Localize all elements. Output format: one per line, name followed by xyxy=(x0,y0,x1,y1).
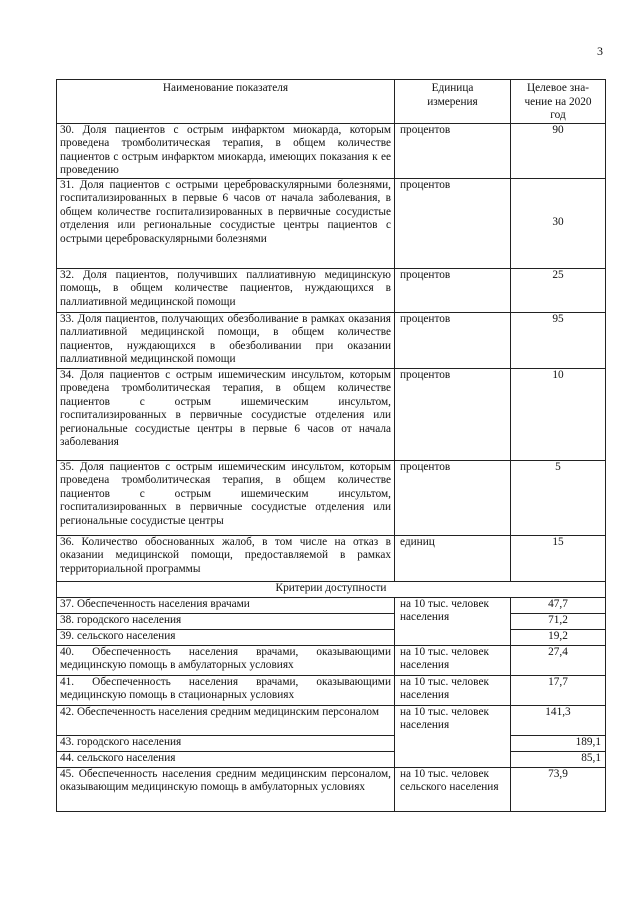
row-unit: на 10 тыс. человек населения xyxy=(395,705,511,767)
row-name: 33. Доля пациентов, получающих обезболивание в рамках оказания паллиативной медицинской помощи, в общем количестве пациентов, нуждающихся в обезболивании при оказании паллиативной медицинской помощи xyxy=(57,312,395,368)
table-row xyxy=(57,675,606,705)
row-value: 25 xyxy=(511,268,606,312)
table-row xyxy=(57,312,606,368)
row-name: 38. городского населения xyxy=(57,613,395,629)
row-unit: процентов xyxy=(395,312,511,368)
row-unit: процентов xyxy=(395,123,511,178)
row-name: 32. Доля пациентов, получивших паллиативную медицинскую помощь, в общем количестве пациентов, нуждающихся в паллиативной медицинской помощи xyxy=(57,268,395,312)
row-value: 10 xyxy=(511,368,606,460)
row-value: 189,1 xyxy=(511,735,606,751)
table-row xyxy=(57,268,606,312)
table-row xyxy=(57,535,606,581)
table-row xyxy=(57,705,606,735)
row-name: 41. Обеспеченность населения врачами, оказывающими медицинскую помощь в стационарных условиях xyxy=(57,675,395,705)
row-name: 40. Обеспеченность населения врачами, оказывающими медицинскую помощь в амбулаторных условиях xyxy=(57,645,395,675)
row-unit: на 10 тыс. человек населения xyxy=(395,675,511,705)
row-value: 19,2 xyxy=(511,629,606,645)
row-value: 90 xyxy=(511,123,606,178)
table-row xyxy=(57,629,606,645)
table-row xyxy=(57,178,606,268)
row-value: 141,3 xyxy=(511,705,606,735)
table-row xyxy=(57,751,606,767)
table-row xyxy=(57,645,606,675)
table-row xyxy=(57,368,606,460)
header-name: Наименование показателя xyxy=(57,80,395,124)
row-unit: на 10 тыс. человек населения xyxy=(395,645,511,675)
row-name: 42. Обеспеченность населения средним медицинским персоналом xyxy=(57,705,395,735)
row-value: 47,7 xyxy=(511,597,606,613)
row-value: 15 xyxy=(511,535,606,581)
row-name: 31. Доля пациентов с острыми цереброваскулярными болезнями, госпитализированных в первые 6 часов от начала заболевания, в общем количестве госпитализированных в первичные сосудистые отделения или региональные сосудистые центры пациентов с острыми цереброваскулярными болезнями xyxy=(57,178,395,268)
section-title: Критерии доступности xyxy=(57,581,606,597)
row-name: 44. сельского населения xyxy=(57,751,395,767)
row-name: 45. Обеспеченность населения средним медицинским персоналом, оказывающим медицинскую помощь в амбулаторных условиях xyxy=(57,767,395,811)
row-unit: процентов xyxy=(395,178,511,268)
row-unit: на 10 тыс. человек сельского населения xyxy=(395,767,511,811)
header-target: Целевое зна- чение на 2020 год xyxy=(511,80,606,124)
row-name: 36. Количество обоснованных жалоб, в том числе на отказ в оказании медицинской помощи, предоставляемой в рамках территориальной программы xyxy=(57,535,395,581)
row-value: 30 xyxy=(511,178,606,268)
table-row xyxy=(57,735,606,751)
row-name: 43. городского населения xyxy=(57,735,395,751)
row-name: 37. Обеспеченность населения врачами xyxy=(57,597,395,613)
row-value: 95 xyxy=(511,312,606,368)
row-value: 85,1 xyxy=(511,751,606,767)
row-unit: процентов xyxy=(395,460,511,535)
row-name: 34. Доля пациентов с острым ишемическим инсультом, которым проведена тромболитическая терапия, в общем количестве пациентов с острым ишемическим инсультом, госпитализированных в первичные сосудистые отделения или региональные сосудистые центры в первые 6 часов от начала заболевания xyxy=(57,368,395,460)
row-name: 30. Доля пациентов с острым инфарктом миокарда, которым проведена тромболитическая терапия, в общем количестве пациентов с острым инфарктом миокарда, имеющих показания к ее проведению xyxy=(57,123,395,178)
row-value: 5 xyxy=(511,460,606,535)
table-row xyxy=(57,767,606,811)
table-row xyxy=(57,597,606,613)
header-unit: Единица измерения xyxy=(395,80,511,124)
table-row xyxy=(57,123,606,178)
table-row xyxy=(57,613,606,629)
section-row xyxy=(57,581,606,597)
row-name: 35. Доля пациентов с острым ишемическим инсультом, которым проведена тромболитическая терапия, в общем количестве пациентов с острым ишемическим инсультом, госпитализированных в первичные сосудистые отделения или региональные сосудистые центры xyxy=(57,460,395,535)
row-value: 17,7 xyxy=(511,675,606,705)
row-value: 73,9 xyxy=(511,767,606,811)
table-row xyxy=(57,460,606,535)
row-name: 39. сельского населения xyxy=(57,629,395,645)
page-number: 3 xyxy=(597,44,603,58)
row-unit: на 10 тыс. человек населения xyxy=(395,597,511,645)
row-value: 27,4 xyxy=(511,645,606,675)
row-unit: единиц xyxy=(395,535,511,581)
table-header-row xyxy=(57,80,606,124)
indicators-table xyxy=(56,79,606,812)
row-value: 71,2 xyxy=(511,613,606,629)
row-unit: процентов xyxy=(395,368,511,460)
row-unit: процентов xyxy=(395,268,511,312)
